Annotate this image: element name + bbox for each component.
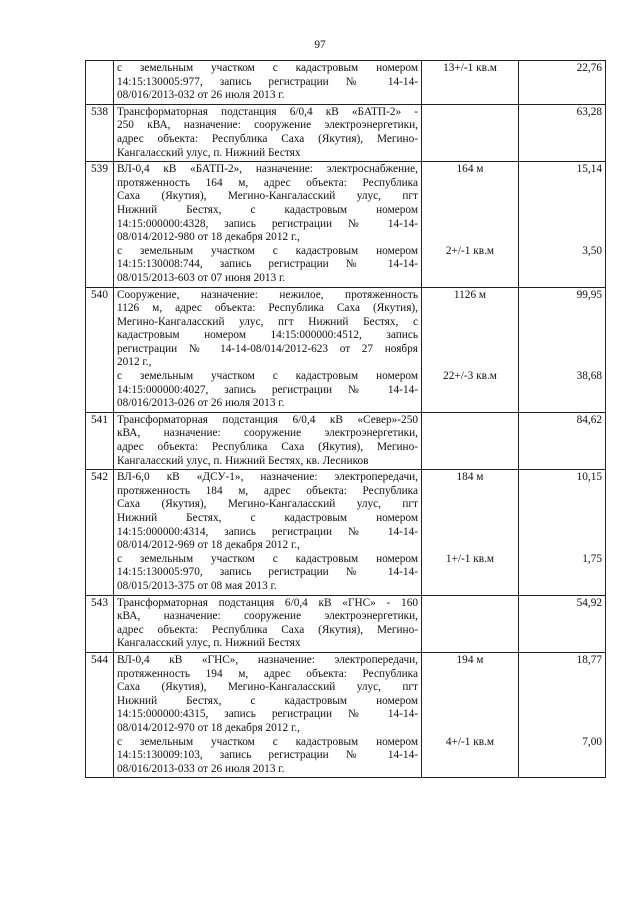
quantity-line: 13+/-1 кв.м xyxy=(443,62,497,74)
quantity-line xyxy=(425,89,515,103)
value-line xyxy=(522,427,602,441)
value-line: 63,28 xyxy=(576,105,602,118)
quantity-line xyxy=(425,455,515,469)
quantity-line xyxy=(425,526,515,540)
quantity-line: 2+/-1 кв.м xyxy=(445,244,495,257)
quantity-line xyxy=(425,414,515,428)
table-row xyxy=(86,470,606,595)
value-line xyxy=(522,177,602,191)
description-line: с земельным участком с кадастровым номером xyxy=(117,552,418,565)
description-line: ВЛ-0,4 кВ «ГНС», назначение: электропередачи, xyxy=(117,653,418,666)
value-line xyxy=(522,89,602,103)
quantity-line: 1126 м xyxy=(453,288,487,301)
description-line: протяженность 194 м, адрес объекта: Республика xyxy=(117,667,418,680)
quantity-line xyxy=(425,681,515,695)
description-line: 14:15:130008:744, запись регистрации № 14-14- xyxy=(117,258,418,271)
description-line: с земельным участком с кадастровым номером xyxy=(117,370,418,383)
quantity-line xyxy=(425,177,515,191)
quantity-cell xyxy=(422,470,519,595)
row-number-cell: 540 xyxy=(86,287,114,412)
row-number-cell: 539 xyxy=(86,162,114,287)
table-row xyxy=(86,595,606,652)
value-line xyxy=(522,580,602,594)
value-cell xyxy=(519,470,606,595)
table-row xyxy=(86,104,606,161)
table-row xyxy=(86,287,606,412)
quantity-cell xyxy=(422,61,519,105)
quantity-line: 1+/-1 кв.м xyxy=(445,552,495,565)
description-line: с земельным участком с кадастровым номером xyxy=(117,735,418,748)
value-line xyxy=(522,539,602,553)
table-row xyxy=(86,61,606,105)
quantity-line xyxy=(425,498,515,512)
description-cell xyxy=(114,162,422,287)
value-line: 84,62 xyxy=(576,413,602,426)
value-line: 22,76 xyxy=(576,62,602,74)
property-register-table xyxy=(85,60,606,778)
quantity-line xyxy=(425,637,515,651)
description-line: 14:15:130005:970, запись регистрации № 14-14- xyxy=(117,566,418,579)
quantity-line xyxy=(425,749,515,763)
description-line: протяженность 184 м, адрес объекта: Республика xyxy=(117,484,418,497)
description-line: Кангаласский улус, п. Нижний Бестях, кв. Лесников xyxy=(117,454,369,467)
table-row xyxy=(86,652,606,777)
description-line: регистрации № 14-14-08/014/2012-623 от 27 ноября xyxy=(117,342,418,355)
value-line xyxy=(522,329,602,343)
value-line: 54,92 xyxy=(576,596,602,609)
quantity-line: 164 м xyxy=(456,163,484,176)
row-number-cell: 543 xyxy=(86,595,114,652)
quantity-line: 194 м xyxy=(456,653,484,666)
table-row xyxy=(86,412,606,469)
value-line: 38,68 xyxy=(576,370,602,383)
row-number-cell: 542 xyxy=(86,470,114,595)
description-line: 08/014/2012-980 от 18 декабря 2012 г., xyxy=(117,231,300,244)
quantity-line xyxy=(425,329,515,343)
value-line xyxy=(522,566,602,580)
value-line: 3,50 xyxy=(582,244,602,257)
description-line: 2012 г., xyxy=(117,356,152,369)
quantity-line xyxy=(425,106,515,120)
description-line: 14:15:130009:103, запись регистрации № 14-14- xyxy=(117,749,418,762)
value-line xyxy=(522,190,602,204)
description-line: Трансформаторная подстанция 6/0,4 кВ «Север»-250 xyxy=(117,413,418,426)
row-number-cell: 541 xyxy=(86,412,114,469)
value-line xyxy=(522,218,602,232)
value-cell xyxy=(519,595,606,652)
row-number-cell: 544 xyxy=(86,652,114,777)
description-line: Нижний Бестях, с кадастровым номером xyxy=(117,203,418,216)
table-row xyxy=(86,162,606,287)
value-line: 99,95 xyxy=(576,288,602,301)
value-line xyxy=(522,272,602,286)
quantity-line xyxy=(425,668,515,682)
description-line: 1126 м, адрес объекта: Республика Саха (Якутия), xyxy=(117,302,418,315)
quantity-line xyxy=(425,272,515,286)
quantity-line xyxy=(425,597,515,611)
quantity-cell xyxy=(422,652,519,777)
description-cell xyxy=(114,470,422,595)
description-line: Саха (Якутия), Мегино-Кангаласский улус, пгт xyxy=(117,681,418,694)
description-line: 08/014/2012-969 от 18 декабря 2012 г., xyxy=(117,539,300,552)
value-cell xyxy=(519,287,606,412)
quantity-line xyxy=(425,218,515,232)
quantity-line xyxy=(425,302,515,316)
quantity-line: 22+/-3 кв.м xyxy=(443,370,497,383)
quantity-line xyxy=(425,763,515,777)
description-cell xyxy=(114,595,422,652)
value-line xyxy=(522,681,602,695)
description-line: адрес объекта: Республика Саха (Якутия), Мегино- xyxy=(117,441,418,454)
value-line xyxy=(522,384,602,398)
value-line xyxy=(522,147,602,161)
row-number-cell: 538 xyxy=(86,104,114,161)
value-line xyxy=(522,695,602,709)
value-line xyxy=(522,441,602,455)
description-line: Мегино-Кангаласский улус, пгт Нижний Бестях, с xyxy=(117,315,418,328)
value-cell xyxy=(519,412,606,469)
description-line: 14:15:000000:4027, запись регистрации № 14-14- xyxy=(117,383,418,396)
value-line: 15,14 xyxy=(576,163,602,176)
description-line: Трансформаторная подстанция 6/0,4 кВ «БАТП-2» - xyxy=(117,105,418,118)
value-line xyxy=(522,512,602,526)
quantity-line xyxy=(425,147,515,161)
description-line: Сооружение, назначение: нежилое, протяженность xyxy=(117,288,418,301)
description-cell xyxy=(114,61,422,105)
quantity-line xyxy=(425,119,515,133)
quantity-line xyxy=(425,258,515,272)
quantity-line: 4+/-1 кв.м xyxy=(445,735,495,748)
value-cell xyxy=(519,162,606,287)
description-line: 08/016/2013-032 от 26 июля 2013 г. xyxy=(117,89,285,102)
description-cell xyxy=(114,287,422,412)
quantity-line xyxy=(425,566,515,580)
quantity-line xyxy=(425,441,515,455)
quantity-cell xyxy=(422,412,519,469)
quantity-line xyxy=(425,190,515,204)
description-line: 250 кВА, назначение: сооружение электроэнергетики, xyxy=(117,119,418,132)
value-line xyxy=(522,637,602,651)
quantity-line xyxy=(425,204,515,218)
description-line: 08/016/2013-026 от 26 июля 2013 г. xyxy=(117,397,285,410)
quantity-line xyxy=(425,485,515,499)
value-line xyxy=(522,708,602,722)
quantity-line xyxy=(425,397,515,411)
description-cell xyxy=(114,412,422,469)
quantity-cell xyxy=(422,162,519,287)
description-line: ВЛ-6,0 кВ «ДСУ-1», назначение: электропередачи, xyxy=(117,471,418,484)
quantity-line xyxy=(425,580,515,594)
description-line: 14:15:000000:4315, запись регистрации № 14-14- xyxy=(117,708,418,721)
quantity-line xyxy=(425,708,515,722)
description-line: Кангаласский улус, п. Нижний Бестях xyxy=(117,637,301,650)
description-line: Саха (Якутия), Мегино-Кангаласский улус, пгт xyxy=(117,498,418,511)
description-cell xyxy=(114,652,422,777)
value-line xyxy=(522,133,602,147)
description-line: 08/014/2012-970 от 18 декабря 2012 г., xyxy=(117,721,300,734)
value-line xyxy=(522,668,602,682)
quantity-cell xyxy=(422,104,519,161)
value-line: 1,75 xyxy=(582,552,602,565)
quantity-line xyxy=(425,610,515,624)
description-line: адрес объекта: Республика Саха (Якутия), Мегино- xyxy=(117,623,418,636)
description-line: Трансформаторная подстанция 6/0,4 кВ «ГНС» - 160 xyxy=(117,596,418,609)
quantity-line xyxy=(425,539,515,553)
value-line xyxy=(522,76,602,90)
value-line: 7,00 xyxy=(582,735,602,748)
value-line xyxy=(522,258,602,272)
page-number: 97 xyxy=(314,39,326,51)
description-line: 08/015/2013-603 от 07 июня 2013 г. xyxy=(117,271,286,284)
value-line xyxy=(522,302,602,316)
description-line: Саха (Якутия), Мегино-Кангаласский улус, пгт xyxy=(117,190,418,203)
quantity-line xyxy=(425,356,515,370)
quantity-line xyxy=(425,512,515,526)
quantity-line xyxy=(425,695,515,709)
quantity-line xyxy=(425,133,515,147)
value-line xyxy=(522,343,602,357)
value-cell xyxy=(519,104,606,161)
description-line: 08/016/2013-033 от 26 июля 2013 г. xyxy=(117,762,285,775)
table-body xyxy=(86,61,606,778)
value-cell xyxy=(519,61,606,105)
value-line: 18,77 xyxy=(576,653,602,666)
value-line xyxy=(522,231,602,245)
description-line: ВЛ-0,4 кВ «БАТП-2», назначение: электроснабжение, xyxy=(117,163,418,176)
quantity-line xyxy=(425,624,515,638)
value-line xyxy=(522,498,602,512)
quantity-line: 184 м xyxy=(456,471,484,484)
value-line xyxy=(522,624,602,638)
value-line xyxy=(522,485,602,499)
value-line xyxy=(522,356,602,370)
description-line: 14:15:000000:4314, запись регистрации № 14-14- xyxy=(117,525,418,538)
value-line: 10,15 xyxy=(576,471,602,484)
value-line xyxy=(522,455,602,469)
description-line: 14:15:000000:4328, запись регистрации № 14-14- xyxy=(117,217,418,230)
description-line: с земельным участком с кадастровым номером xyxy=(117,244,418,257)
quantity-line xyxy=(425,316,515,330)
description-line: с земельным участком с кадастровым номером xyxy=(117,62,418,74)
quantity-line xyxy=(425,384,515,398)
value-line xyxy=(522,316,602,330)
quantity-cell xyxy=(422,595,519,652)
description-line: протяженность 164 м, адрес объекта: Республика xyxy=(117,176,418,189)
quantity-line xyxy=(425,722,515,736)
quantity-line xyxy=(425,427,515,441)
description-line: Нижний Бестях, с кадастровым номером xyxy=(117,512,418,524)
quantity-line xyxy=(425,343,515,357)
description-line: кВА, назначение: сооружение электроэнергетики, xyxy=(117,610,418,623)
description-line: Кангаласский улус, п. Нижний Бестях xyxy=(117,146,301,159)
value-line xyxy=(522,397,602,411)
value-line xyxy=(522,119,602,133)
quantity-line xyxy=(425,76,515,90)
description-line: кВА, назначение: сооружение электроэнергетики, xyxy=(117,427,418,440)
quantity-line xyxy=(425,231,515,245)
value-line xyxy=(522,526,602,540)
value-line xyxy=(522,763,602,777)
description-line: 08/015/2013-375 от 08 мая 2013 г. xyxy=(117,579,277,592)
value-cell xyxy=(519,652,606,777)
description-line: кадастровым номером 14:15:000000:4512, запись xyxy=(117,329,418,342)
value-line xyxy=(522,749,602,763)
value-line xyxy=(522,204,602,218)
description-line: адрес объекта: Республика Саха (Якутия), Мегино- xyxy=(117,132,418,145)
quantity-cell xyxy=(422,287,519,412)
value-line xyxy=(522,610,602,624)
description-line: 14:15:130005:977, запись регистрации № 14-14- xyxy=(117,75,418,88)
description-cell xyxy=(114,104,422,161)
description-line: Нижний Бестях, с кадастровым номером xyxy=(117,694,418,707)
row-number-cell xyxy=(86,61,114,105)
value-line xyxy=(522,722,602,736)
